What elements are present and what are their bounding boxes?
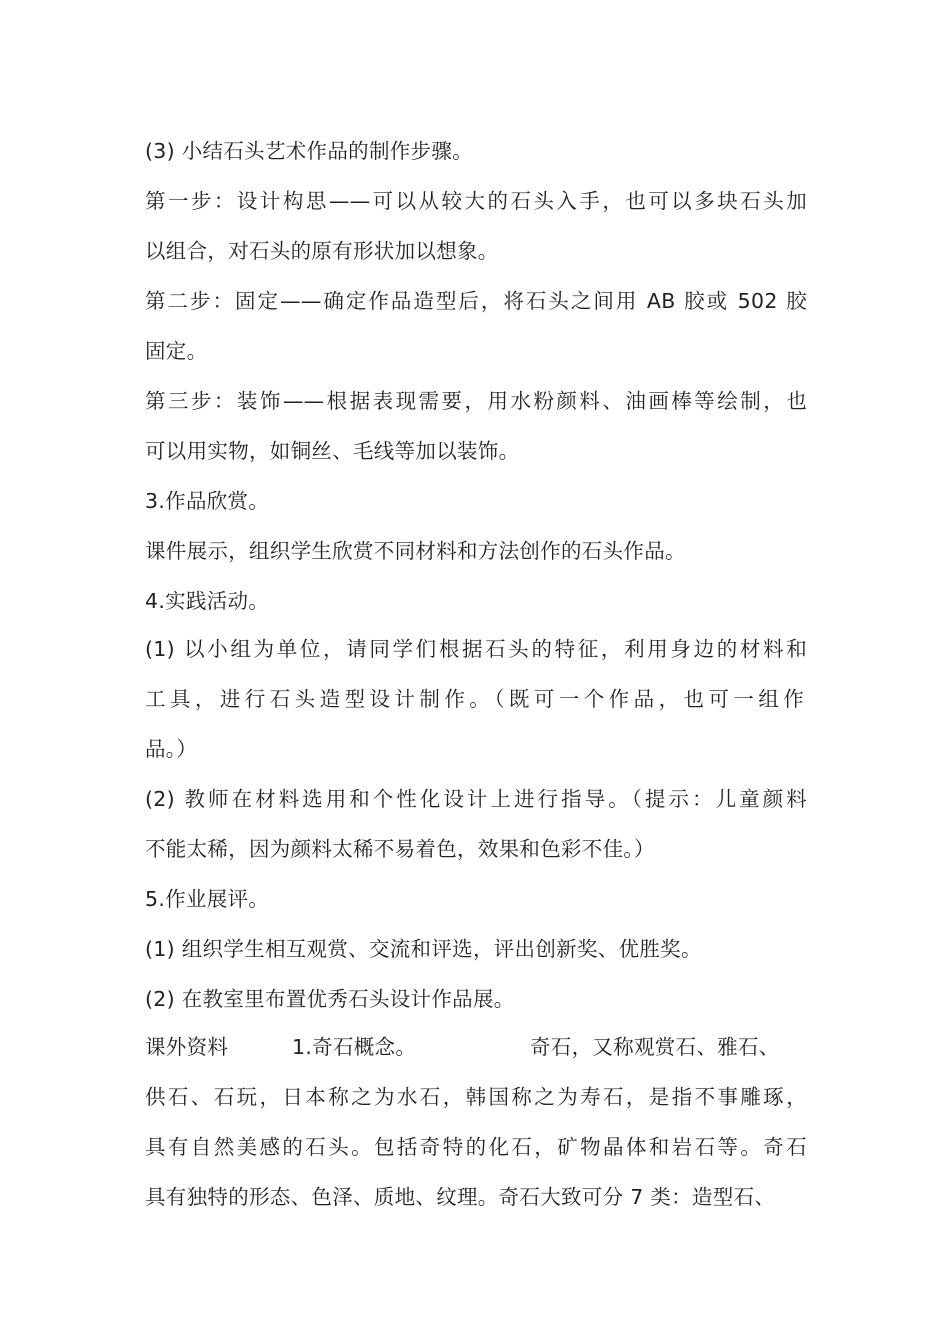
section-heading: 4.实践活动。: [145, 589, 270, 613]
extra-material-label: 课外资料: [145, 1035, 229, 1059]
paragraph-line: 以组合，对石头的原有形状加以想象。: [145, 239, 499, 263]
paragraph-line: 第一步：设计构思——可以从较大的石头入手，也可以多块石头加: [145, 189, 807, 213]
paragraph-line: 供石、石玩，日本称之为水石，韩国称之为寿石，是指不事雕琢，: [145, 1085, 807, 1109]
paragraph-line: (1) 以小组为单位，请同学们根据石头的特征，利用身边的材料和: [145, 637, 807, 661]
extra-material-line: [145, 1033, 807, 1061]
paragraph-line: 工具，进行石头造型设计制作。（既可一个作品，也可一组作: [145, 687, 807, 711]
paragraph-line: 课件展示，组织学生欣赏不同材料和方法创作的石头作品。: [145, 539, 686, 563]
paragraph-line: 固定。: [145, 339, 208, 363]
concept-text-start: 奇石，又称观赏石、雅石、: [530, 1035, 780, 1059]
paragraph-line: (2) 教师在材料选用和个性化设计上进行指导。（提示：儿童颜料: [145, 787, 807, 811]
paragraph-line: (3) 小结石头艺术作品的制作步骤。: [145, 139, 473, 163]
paragraph-line: 具有独特的形态、色泽、质地、纹理。奇石大致可分 7 类：造型石、: [145, 1185, 776, 1209]
paragraph-line: (1) 组织学生相互观赏、交流和评选，评出创新奖、优胜奖。: [145, 937, 702, 961]
concept-heading: 1.奇石概念。: [292, 1035, 417, 1059]
section-heading: 5.作业展评。: [145, 887, 270, 911]
paragraph-line: 第三步：装饰——根据表现需要，用水粉颜料、油画棒等绘制，也: [145, 389, 807, 413]
paragraph-line: 第二步：固定——确定作品造型后，将石头之间用 AB 胶或 502 胶: [145, 289, 807, 313]
section-heading: 3.作品欣赏。: [145, 489, 270, 513]
paragraph-line: 品。）: [145, 737, 198, 761]
paragraph-line: 不能太稀，因为颜料太稀不易着色，效果和色彩不佳。）: [145, 837, 655, 861]
paragraph-line: 具有自然美感的石头。包括奇特的化石，矿物晶体和岩石等。奇石: [145, 1135, 807, 1159]
paragraph-line: 可以用实物，如铜丝、毛线等加以装饰。: [145, 439, 520, 463]
paragraph-line: (2) 在教室里布置优秀石头设计作品展。: [145, 987, 515, 1011]
